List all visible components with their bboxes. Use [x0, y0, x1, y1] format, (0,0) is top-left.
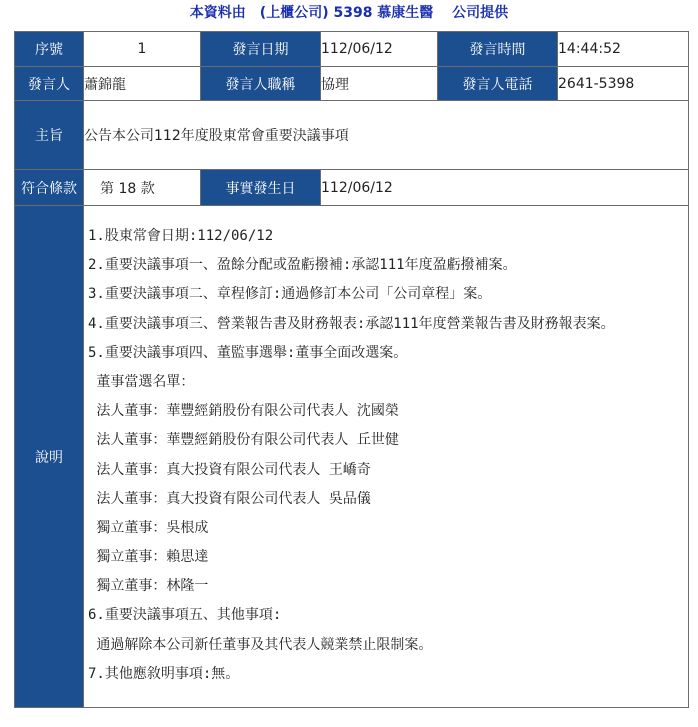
description-line: 5.重要決議事項四、董監事選舉:董事全面改選案。 — [88, 344, 408, 361]
description-line: 獨立董事：林隆一 — [88, 578, 209, 595]
speaker-phone-label: 發言人電話 — [438, 67, 558, 101]
speaker-phone-value: 2641-5398 — [558, 67, 689, 101]
description-line: 董事當選名單： — [88, 373, 195, 390]
row-speaker — [15, 67, 689, 101]
speaker-title-value: 協理 — [321, 67, 438, 101]
row-description — [15, 206, 689, 708]
clause-value: 第 18 款 — [84, 170, 201, 206]
row-clause — [15, 170, 689, 206]
description-line: 獨立董事：吳根成 — [88, 519, 209, 536]
description-lines — [84, 206, 688, 689]
description-line: 法人董事：真大投資有限公司代表人 王嶠奇 — [88, 461, 371, 478]
subject-label: 主旨 — [15, 101, 84, 170]
description-line: 3.重要決議事項二、章程修訂:通過修訂本公司「公司章程」案。 — [88, 286, 492, 303]
clause-label: 符合條款 — [15, 170, 84, 206]
description-line: 法人董事：華豐經銷股份有限公司代表人 沈國榮 — [88, 403, 399, 420]
event-date-label: 事實發生日 — [201, 170, 321, 206]
speaker-title-label: 發言人職稱 — [201, 67, 321, 101]
description-line: 獨立董事：賴思達 — [88, 549, 209, 566]
time-value: 14:44:52 — [558, 32, 689, 67]
description-line: 法人董事：真大投資有限公司代表人 吳品儀 — [88, 490, 371, 507]
description-line: 1.股東常會日期:112/06/12 — [88, 228, 274, 244]
event-date-value: 112/06/12 — [321, 170, 689, 206]
description-line: 4.重要決議事項三、營業報告書及財務報表:承認111年度營業報告書及財務報表案。 — [88, 315, 615, 332]
description-line: 法人董事：華豐經銷股份有限公司代表人 丘世健 — [88, 432, 399, 449]
seq-value: 1 — [84, 32, 201, 67]
speaker-label: 發言人 — [15, 67, 84, 101]
date-value: 112/06/12 — [321, 32, 438, 67]
description-line: 6.重要決議事項五、其他事項: — [88, 607, 282, 624]
time-label: 發言時間 — [438, 32, 558, 67]
description-label: 說明 — [15, 206, 84, 708]
page-header: 本資料由 (上櫃公司) 5398 慕康生醫 公司提供 — [189, 5, 509, 21]
description-line: 7.其他應敘明事項:無。 — [88, 665, 240, 682]
description-body — [84, 206, 689, 708]
row-sequence — [15, 32, 689, 67]
date-label: 發言日期 — [201, 32, 321, 67]
row-subject — [15, 101, 689, 170]
description-line: 2.重要決議事項一、盈餘分配或盈虧撥補:承認111年度盈虧撥補案。 — [88, 257, 517, 274]
seq-label: 序號 — [15, 32, 84, 67]
announcement-table — [14, 31, 689, 708]
speaker-value: 蕭錦龍 — [84, 67, 201, 101]
subject-value: 公告本公司112年度股東常會重要決議事項 — [84, 101, 689, 170]
description-line: 通過解除本公司新任董事及其代表人競業禁止限制案。 — [88, 636, 433, 653]
